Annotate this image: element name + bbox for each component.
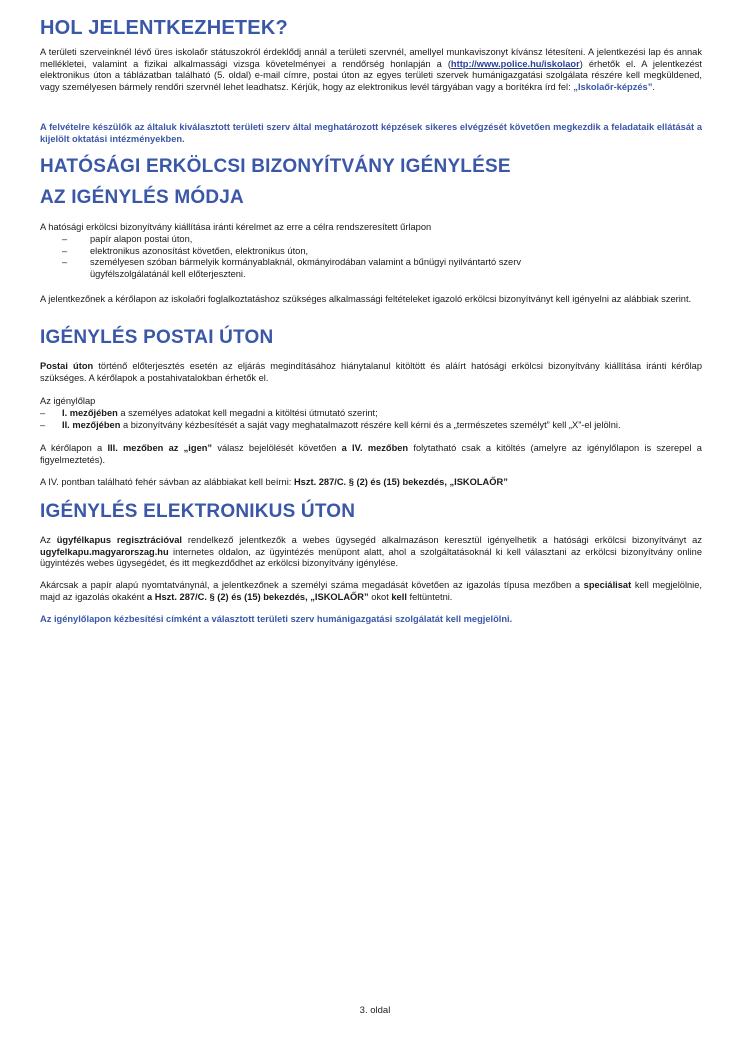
heading-igenyles-modja: AZ IGÉNYLÉS MÓDJA <box>40 187 244 208</box>
police-link[interactable]: http://www.police.hu/iskolaor <box>450 58 580 69</box>
heading-erkolcsi-bizonyitvany: HATÓSÁGI ERKÖLCSI BIZONYÍTVÁNY IGÉNYLÉSE <box>40 156 511 177</box>
list-item: – személyesen szóban bármelyik kormányablaknál, okmányirodában valamint a bűnügyi nyilvántartó szerv ügyfélszolgálatánál kell előterjeszteni. <box>62 257 521 279</box>
paragraph-application-info: A területi szerveinknél lévő üres iskolaőr státuszokról érdeklődj annál a területi szervnél, amellyel munkaviszonyt kívánsz létesíteni. A jelentkezési lap és annak mellékletei, valamint a fizikai alkalmassági vizsga követelményei a rendőrség honlapján a (http://www.police.hu/iskolaor) érhetők el. A jelentkezést elektronikus úton a táblázatban található (5. oldal) e-mail címre, postai úton az egyes területi szervek humánigazgatási szolgálata részére kell megküldened, vagy személyesen bármely rendőri szervnél lehet leadhatsz. Kérjük, hogy az elektronikus levél tárgyában vagy a borítékra írd fel: „Iskolaőr-képzés”. <box>40 47 702 92</box>
form-list-intro: Az igénylőlap <box>40 396 96 406</box>
field-iv-paragraph: A IV. pontban található fehér sávban az alábbiakat kell beírni: Hszt. 287/C. § (2) és (15) bekezdés, „ISKOLAŐR” <box>40 477 508 487</box>
list-item: – papír alapon postai úton, <box>62 234 193 244</box>
heading-hol-jelentkezhetek: HOL JELENTKEZHETEK? <box>40 17 288 39</box>
request-outro: A jelentkezőnek a kérőlapon az iskolaőri foglalkoztatáshoz szükséges alkalmassági feltételeket igazoló erkölcsi bizonyítványt kell igényelni az alábbiak szerint. <box>40 294 692 304</box>
request-methods-list <box>40 234 702 280</box>
list-item: – I. mezőjében a személyes adatokat kell megadni a kitöltési útmutató szerint; <box>40 408 378 418</box>
heading-elektronikus-uton: IGÉNYLÉS ELEKTRONIKUS ÚTON <box>40 501 356 522</box>
list-item: – II. mezőjében a bizonyítvány kézbesítését a saját vagy meghatalmazott részére kell kérni és a „természetes személyt” kell „X”-el jelölni. <box>40 419 621 430</box>
request-intro: A hatósági erkölcsi bizonyítvány kiállítása iránti kérelmet az erre a célra rendszeresített űrlapon <box>40 222 432 232</box>
list-item: – elektronikus azonosítást követően, elektronikus úton, <box>62 245 309 256</box>
heading-postai-uton: IGÉNYLÉS POSTAI ÚTON <box>40 327 274 348</box>
postal-paragraph: Postai úton történő előterjesztés esetén az eljárás megindításához hiánytalanul kitöltött és aláírt hatósági erkölcsi bizonyítvány kiállítása iránti kérőlap szükséges. A kérőlapok a postahivatalokban érhetők el. <box>40 361 702 383</box>
form-fields-list <box>40 408 702 431</box>
special-type-paragraph: Akárcsak a papír alapú nyomtatványnál, a jelentkezőnek a személyi száma megadását követően az igazolás típusa mezőben a speciálisat kell megjelölnie, majd az igazolás okaként a Hszt. 287/C. § (2) és (15) bekezdés, „ISKOLAŐR” okot kell feltüntetni. <box>40 580 702 602</box>
page-number: 3. oldal <box>359 1005 391 1016</box>
training-notice: A felvételre készülők az általuk kiválasztott területi szerv által meghatározott képzések sikeres elvégzését követően megkezdik a feladataik ellátását a kijelölt oktatási intézményekben. <box>40 122 702 144</box>
electronic-paragraph: Az ügyfélkapus regisztrációval rendelkező jelentkezők a webes ügysegéd alkalmazáson keresztül igényelhetik a hatósági erkölcsi bizonyítványt az ugyfelkapu.magyarorszag.hu internetes oldalon, az ügyintézés menüpont alatt, ahol a szolgáltatásoknál ki kell választani az erkölcsi bizonyítvány online ügyintézés webes ügysegédet, és itt megkezdődhet az erkölcsi bizonyítvány igénylése. <box>40 535 702 569</box>
field-iii-paragraph: A kérőlapon a III. mezőben az „igen” válasz bejelölését követően a IV. mezőben folytatható csak a kitöltés (amelyre az igénylőlapon is szerepel a figyelmeztetés). <box>40 443 702 465</box>
delivery-notice: Az igénylőlapon kézbesítési címként a választott területi szerv humánigazgatási szolgálatát kell megjelölni. <box>40 614 513 624</box>
